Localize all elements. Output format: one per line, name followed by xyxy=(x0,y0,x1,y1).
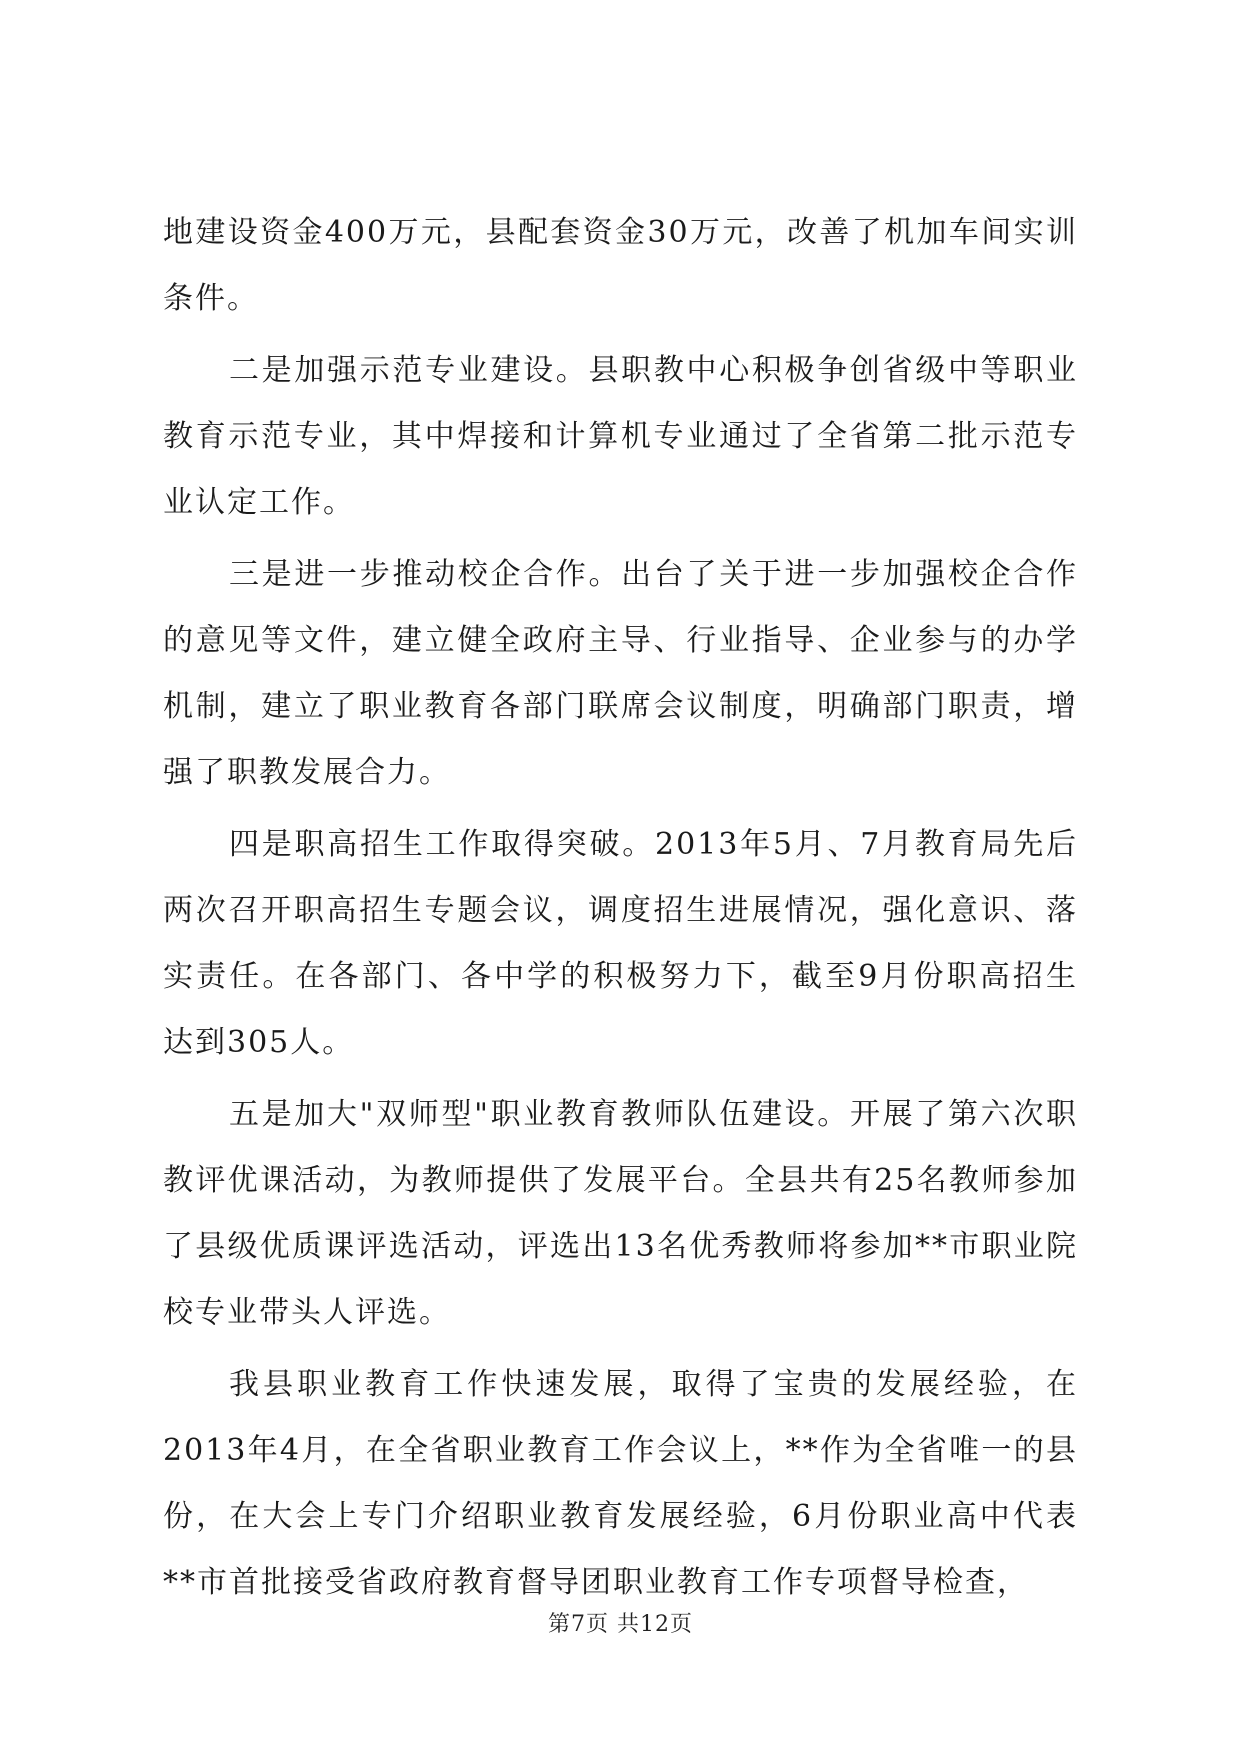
paragraph-demonstration-majors: 二是加强示范专业建设。县职教中心积极争创省级中等职业教育示范专业，其中焊接和计算机专业通过了全省第二批示范专业认定工作。 xyxy=(163,353,1078,520)
paragraph-enrollment: 四是职高招生工作取得突破。2013年5月、7月教育局先后两次召开职高招生专题会议，调度招生进展情况，强化意识、落实责任。在各部门、各中学的积极努力下，截至9月份职高招生达到305人。 xyxy=(163,827,1078,1060)
paragraph-school-enterprise: 三是进一步推动校企合作。出台了关于进一步加强校企合作的意见等文件，建立健全政府主导、行业指导、企业参与的办学机制，建立了职业教育各部门联席会议制度，明确部门职责，增强了职教发展合力。 xyxy=(163,557,1078,790)
page-footer xyxy=(0,1607,1241,1638)
paragraph-continued: 地建设资金400万元，县配套资金30万元，改善了机加车间实训条件。 xyxy=(163,215,1078,316)
paragraph-dual-teachers: 五是加大"双师型"职业教育教师队伍建设。开展了第六次职教评优课活动，为教师提供了发展平台。全县共有25名教师参加了县级优质课评选活动，评选出13名优秀教师将参加**市职业院校专业带头人评选。 xyxy=(163,1097,1078,1330)
paragraph-experience: 我县职业教育工作快速发展，取得了宝贵的发展经验，在2013年4月，在全省职业教育工作会议上，**作为全省唯一的县份，在大会上专门介绍职业教育发展经验，6月份职业高中代表**市首批接受省政府教育督导团职业教育工作专项督导检查， xyxy=(163,1367,1078,1600)
document-body xyxy=(163,200,1078,1622)
page-number-label: 第7页 共12页 xyxy=(548,1612,693,1637)
